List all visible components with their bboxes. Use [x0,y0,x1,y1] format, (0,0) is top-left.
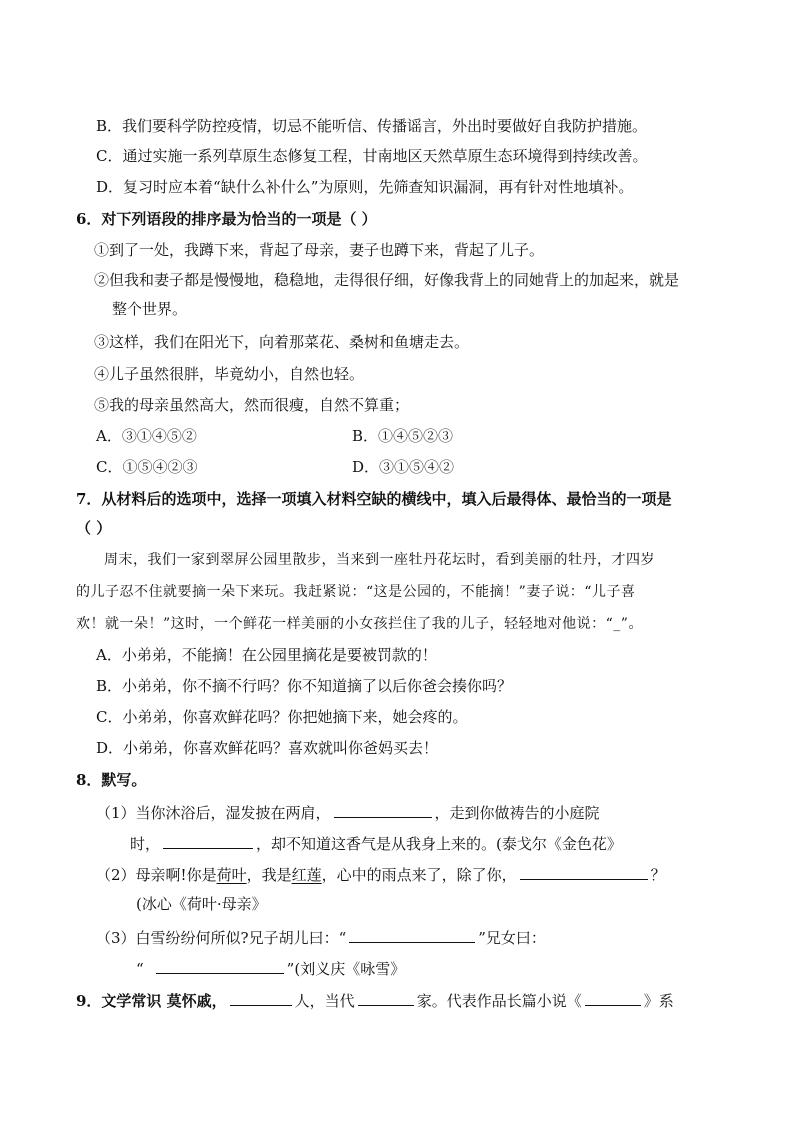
q7-option-c: C．小弟弟，你喜欢鲜花吗？你把她摘下来，她会疼的。 [96,708,468,726]
q8-line-5-text-b: ”兄女曰： [478,929,546,947]
q8-line-1-text-a: （1）当你沐浴后，湿发披在两肩， [96,804,331,822]
q8-blank-3[interactable] [520,863,648,880]
q8-line-3-text-d: ？ [650,866,666,884]
q8-line-2-text-a: 时， [130,835,161,853]
q9-text-a: 9．文学常识 莫怀戚， [76,992,227,1010]
q8-blank-4[interactable] [349,926,475,943]
q9-text-c: 家。代表作品长篇小说《 [416,992,582,1010]
q8-line-6 [136,957,405,979]
q6-sentence-2: ②但我和妻子都是慢慢地，稳稳地，走得很仔细，好像我背上的同她背上的加起来，就是 [94,271,680,289]
q8-line-6-text-b: ”(刘义庆《咏雪》 [286,960,406,978]
q7-option-b: B．小弟弟，你不摘不行吗？你不知道摘了以后你爸会揍你吗？ [96,677,513,695]
q5-option-b: B．我们要科学防控疫情，切忌不能听信、传播谣言，外出时要做好自我防护措施。 [96,117,648,135]
q9-line [76,989,674,1011]
q9-text-d: 》系 [643,992,674,1010]
q7-option-a: A．小弟弟，不能摘！在公园里摘花是要被罚款的！ [96,646,437,664]
q8-blank-5[interactable] [156,957,284,974]
q7-passage-line-2: 的儿子忍不住就要摘一朵下来玩。我赶紧说：“这是公园的，不能摘！”妻子说：“儿子喜 [76,584,636,600]
q8-line-5 [96,926,546,948]
q5-option-c: C．通过实施一系列草原生态修复工程，甘南地区天然草原生态环境得到持续改善。 [96,147,648,165]
q7-stem: 7．从材料后的选项中，选择一项填入材料空缺的横线中，填入后最得体、最恰当的一项是 [76,490,672,508]
q6-sentence-3: ③这样，我们在阳光下，向着那菜花、桑树和鱼塘走去。 [94,333,470,351]
q6-stem: 6．对下列语段的排序最为恰当的一项是（ ） [76,210,377,228]
q8-blank-2[interactable] [163,832,253,849]
q8-line-2-text-b: ，却不知道这香气是从我身上来的。(泰戈尔《金色花》 [256,835,622,853]
q8-stem: 8．默写。 [76,771,147,789]
q6-sentence-4: ④儿子虽然很胖，毕竟幼小，自然也轻。 [94,365,365,383]
q6-sentence-2-cont: 整个世界。 [112,300,188,318]
q6-sentence-1: ①到了一处，我蹲下来，背起了母亲，妻子也蹲下来，背起了儿子。 [94,241,545,259]
q7-stem-bracket: （ ） [76,519,112,537]
q8-line-2 [130,832,622,854]
q6-option-c: C．①⑤④②③ [96,458,198,476]
q7-option-d: D．小弟弟，你喜欢鲜花吗？喜欢就叫你爸妈买去！ [96,739,439,757]
q9-blank-2[interactable] [358,989,414,1006]
q8-line-3-text-b: ，我是 [246,866,292,884]
q6-option-b: B．①④⑤②③ [352,427,454,445]
q8-line-5-text-a: （3）白雪纷纷何所似?兄子胡儿曰：“ [96,929,347,947]
q8-line-6-text-a: “ [136,960,144,978]
q6-option-d: D．③①⑤④② [352,458,455,476]
q6-option-a: A．③①④⑤② [96,427,197,445]
q7-passage-line-3: 欢！就一朵！”这时，一个鲜花一样美丽的小女孩拦住了我的儿子，轻轻地对他说：“_”。 [76,616,643,632]
q5-option-d: D．复习时应本着“缺什么补什么”为原则，先筛查知识漏洞，再有针对性地填补。 [96,178,634,196]
q8-lotus-leaf-text: 荷叶 [216,866,247,884]
q8-line-1 [96,801,600,823]
q6-sentence-5: ⑤我的母亲虽然高大，然而很瘦，自然不算重； [94,396,410,414]
q8-line-3 [96,863,666,885]
q7-passage-line-1: 周末，我们一家到翠屏公园里散步，当来到一座牡丹花坛时，看到美丽的牡丹，才四岁 [104,552,655,568]
q8-blank-1[interactable] [334,801,432,818]
q8-line-1-text-b: ，走到你做祷告的小庭院 [434,804,600,822]
q8-line-3-text-a: （2）母亲啊!你是 [96,866,217,884]
q9-blank-1[interactable] [230,989,292,1006]
q8-red-lotus-text: 红莲 [291,866,322,884]
q8-line-4-source: (冰心《荷叶·母亲》 [136,895,267,913]
q8-line-3-text-c: ，心中的雨点来了，除了你， [321,866,517,884]
q9-text-b: 人，当代 [294,992,355,1010]
q9-blank-3[interactable] [585,989,641,1006]
